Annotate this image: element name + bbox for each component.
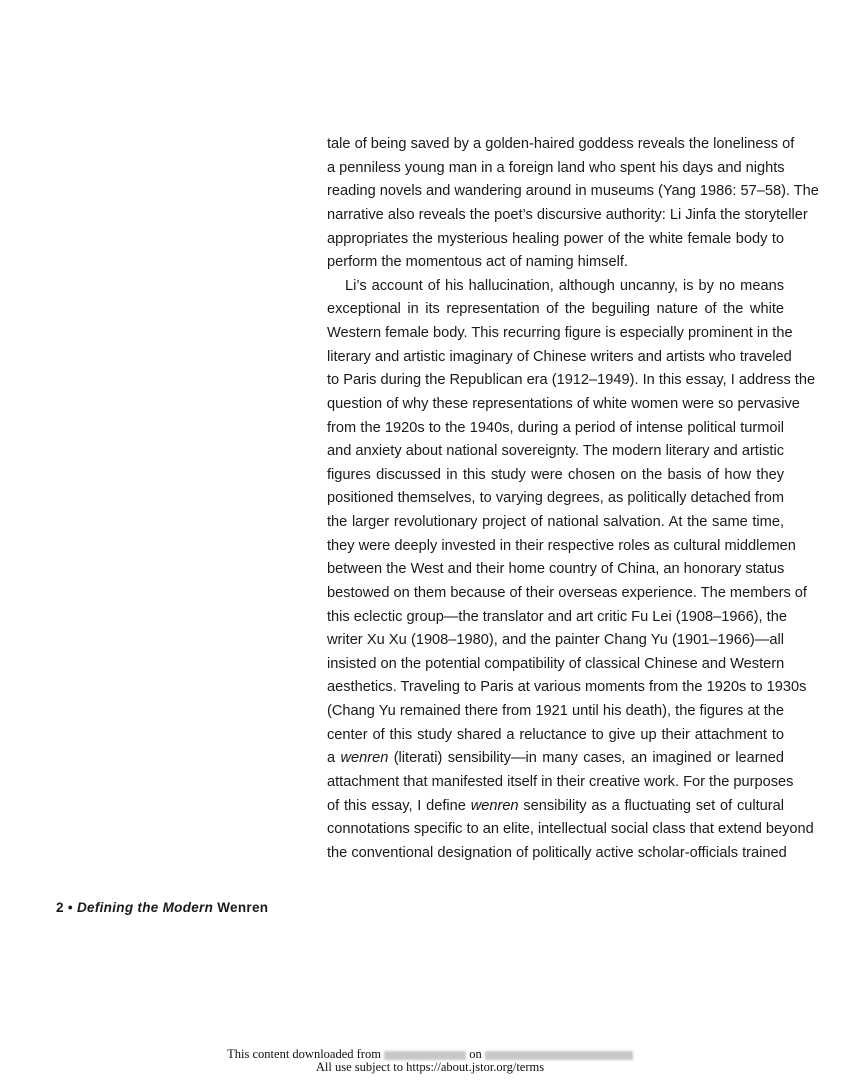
text-line: reading novels and wandering around in museums (Yang 1986: 57–58). The [327, 183, 819, 200]
body-text [327, 133, 819, 865]
text-line: the conventional designation of politically active scholar-officials trained [327, 844, 787, 861]
text-line: narrative also reveals the poet’s discursive authority: Li Jinfa the storyteller [327, 206, 808, 223]
text-line: center of this study shared a reluctance to give up their attachment to [327, 726, 784, 743]
text-line [327, 747, 784, 771]
text-line: appropriates the mysterious healing power of the white female body to [327, 230, 784, 247]
text-span: sensibility as a fluctuating set of cultural [518, 797, 784, 814]
download-text: This content downloaded from [227, 1047, 381, 1061]
italic-term: wenren [470, 797, 519, 814]
redacted-date [485, 1051, 633, 1060]
text-line: aesthetics. Traveling to Paris at various moments from the 1920s to 1930s [327, 679, 807, 696]
running-footer [56, 900, 268, 915]
text-line: between the West and their home country of China, an honorary status [327, 561, 785, 578]
text-line: from the 1920s to the 1940s, during a period of intense political turmoil [327, 419, 784, 436]
text-line: exceptional in its representation of the beguiling nature of the white [327, 301, 784, 318]
text-line: question of why these representations of white women were so pervasive [327, 395, 800, 412]
text-span: a [327, 750, 341, 767]
text-line: positioned themselves, to varying degrees, as politically detached from [327, 490, 784, 507]
text-span: of this essay, I define [327, 797, 471, 814]
text-line: the larger revolutionary project of national salvation. At the same time, [327, 514, 784, 530]
text-line: this eclectic group—the translator and art critic Fu Lei (1908–1966), the [327, 608, 787, 625]
download-notice [0, 1048, 860, 1074]
text-line: attachment that manifested itself in their creative work. For the purposes [327, 773, 794, 790]
text-line: writer Xu Xu (1908–1980), and the painter Chang Yu (1901–1966)—all [327, 632, 784, 649]
page-number: 2 [56, 900, 64, 915]
text-line: Li’s account of his hallucination, although uncanny, is by no means [345, 277, 784, 294]
download-on: on [469, 1047, 482, 1061]
text-line: (Chang Yu remained there from 1921 until his death), the figures at the [327, 703, 784, 719]
italic-term: wenren [340, 750, 389, 767]
text-line: literary and artistic imaginary of Chinese writers and artists who traveled [327, 348, 792, 365]
text-line: a penniless young man in a foreign land who spent his days and nights [327, 159, 785, 176]
text-line: Western female body. This recurring figure is especially prominent in the [327, 325, 793, 341]
text-line: and anxiety about national sovereignty. The modern literary and artistic [327, 443, 784, 460]
terms-text: All use subject to https://about.jstor.org/terms [315, 1060, 545, 1074]
text-line: connotations specific to an elite, intellectual social class that extend beyond [327, 821, 814, 838]
text-line [327, 795, 784, 819]
text-line: to Paris during the Republican era (1912–1949). In this essay, I address the [327, 372, 816, 389]
text-line: perform the momentous act of naming himself. [327, 254, 628, 271]
redacted-ip [384, 1051, 466, 1060]
text-line: insisted on the potential compatibility of classical Chinese and Western [327, 655, 785, 672]
text-line: bestowed on them because of their overseas experience. The members of [327, 584, 807, 601]
text-line: figures discussed in this study were chosen on the basis of how they [327, 466, 784, 483]
bullet: • [67, 900, 73, 915]
running-title-roman: Wenren [217, 900, 269, 915]
text-span: (literati) sensibility—in many cases, an imagined or learned [388, 750, 784, 767]
text-line: tale of being saved by a golden-haired goddess reveals the loneliness of [327, 136, 795, 152]
text-line: they were deeply invested in their respective roles as cultural middlemen [327, 537, 796, 554]
running-title-italic: Defining the Modern [76, 900, 214, 915]
